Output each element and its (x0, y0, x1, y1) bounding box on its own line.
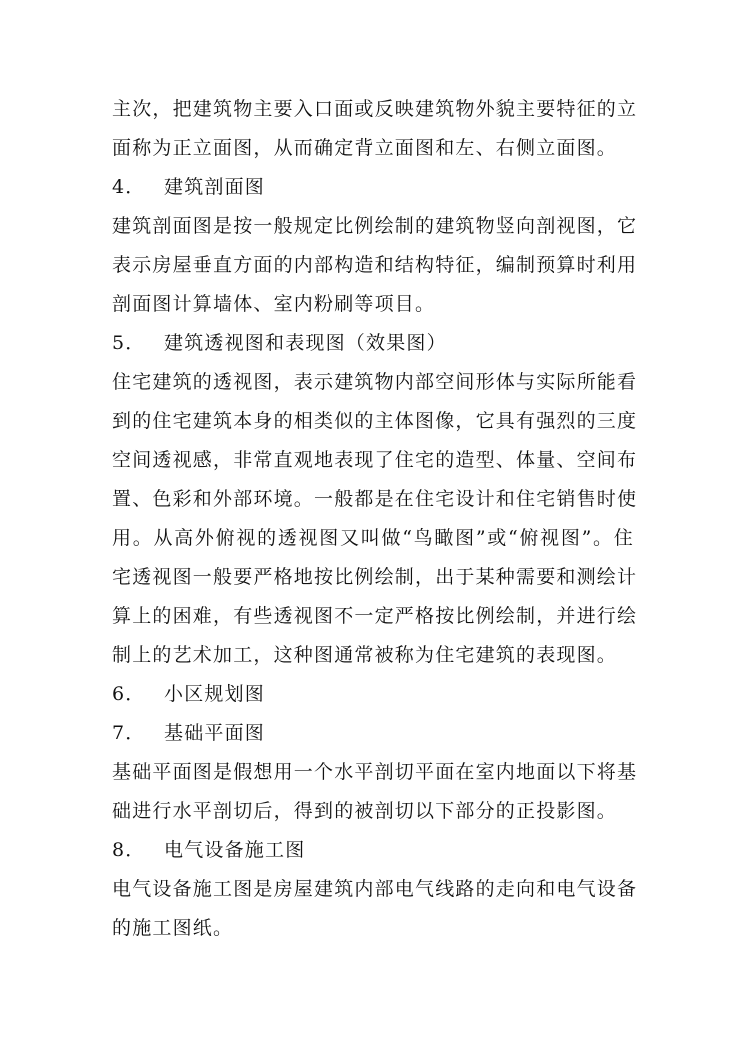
paragraph-line: 到的住宅建筑本身的相类似的主体图像，它具有强烈的三度 (112, 410, 638, 432)
paragraph-line: 算上的困难，有些透视图不一定严格按比例绘制，并进行绘 (112, 605, 638, 627)
section-heading-4 (112, 174, 265, 200)
paragraph-line: 建筑剖面图是按一般规定比例绘制的建筑物竖向剖视图，它 (112, 215, 638, 237)
section-title: 电气设备施工图 (164, 839, 306, 861)
paragraph-line: 宅透视图一般要严格地按比例绘制，出于某种需要和测绘计 (112, 566, 638, 588)
paragraph-line: 础进行水平剖切后，得到的被剖切以下部分的正投影图。 (112, 800, 618, 822)
paragraph-line: 剖面图计算墙体、室内粉刷等项目。 (112, 293, 436, 315)
section-number: 7． (112, 722, 146, 744)
paragraph-line: 用。从高外俯视的透视图又叫做“鸟瞰图”或“俯视图”。住 (112, 527, 634, 549)
section-number: 6． (112, 683, 146, 705)
paragraph-line: 表示房屋垂直方面的内部构造和结构特征，编制预算时利用 (112, 254, 638, 276)
section-number: 4． (112, 176, 146, 198)
section-number: 8． (112, 839, 146, 861)
section-title: 小区规划图 (164, 683, 266, 705)
paragraph-line: 制上的艺术加工，这种图通常被称为住宅建筑的表现图。 (112, 644, 618, 666)
paragraph-line: 空间透视感，非常直观地表现了住宅的造型、体量、空间布 (112, 449, 638, 471)
paragraph-line: 面称为正立面图，从而确定背立面图和左、右侧立面图。 (112, 137, 618, 159)
section-heading-8 (112, 837, 305, 863)
paragraph-line: 电气设备施工图是房屋建筑内部电气线路的走向和电气设备 (112, 878, 638, 900)
section-heading-5 (112, 330, 447, 356)
section-heading-6 (112, 681, 265, 707)
paragraph-line: 住宅建筑的透视图，表示建筑物内部空间形体与实际所能看 (112, 371, 638, 393)
section-title: 建筑剖面图 (164, 176, 266, 198)
paragraph-line: 置、色彩和外部环境。一般都是在住宅设计和住宅销售时使 (112, 488, 638, 510)
section-title: 建筑透视图和表现图（效果图） (164, 332, 447, 354)
paragraph-line: 主次，把建筑物主要入口面或反映建筑物外貌主要特征的立 (112, 98, 638, 120)
paragraph-line: 基础平面图是假想用一个水平剖切平面在室内地面以下将基 (112, 761, 638, 783)
paragraph-line: 的施工图纸。 (112, 917, 234, 939)
section-title: 基础平面图 (164, 722, 266, 744)
section-heading-7 (112, 720, 265, 746)
section-number: 5． (112, 332, 146, 354)
